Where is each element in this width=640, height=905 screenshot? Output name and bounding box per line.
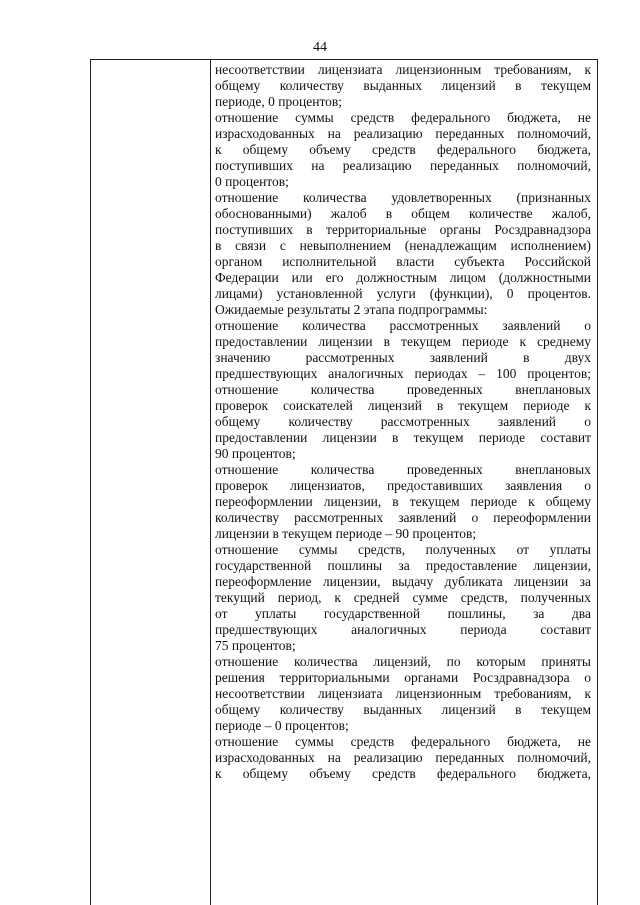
- text-line: отношение количества рассмотренных заявлений о: [215, 318, 591, 333]
- table-right-column-text: [215, 62, 591, 782]
- text-line: отношение количества удовлетворенных (признанных: [215, 190, 591, 205]
- text-line: 90 процентов;: [215, 446, 296, 461]
- text-line: общему количеству выданных лицензий в текущем: [215, 702, 591, 717]
- text-line: предшествующих аналогичных периода составит: [215, 622, 591, 637]
- text-line: израсходованных на реализацию переданных полномочий,: [215, 126, 591, 141]
- page-number: 44: [313, 40, 327, 55]
- text-line: отношение количества проведенных внеплановых: [215, 462, 591, 477]
- text-line: обоснованными) жалоб в общем количестве жалоб,: [215, 206, 591, 221]
- text-line: переоформлении лицензии, в текущем периоде к общему: [215, 494, 591, 509]
- text-line: 0 процентов;: [215, 174, 289, 189]
- text-line: переоформление лицензии, выдачу дубликата лицензии за: [215, 574, 591, 589]
- text-line: лицами) установленной услуги (функции), 0 процентов.: [215, 286, 591, 301]
- text-line: Федерации или его должностным лицом (должностными: [215, 270, 591, 285]
- text-line: текущий период, к средней сумме средств, полученных: [215, 590, 591, 605]
- text-line: поступивших на реализацию переданных полномочий,: [215, 158, 591, 173]
- text-line: в связи с невыполнением (ненадлежащим исполнением): [215, 238, 591, 253]
- text-line: Ожидаемые результаты 2 этапа подпрограммы:: [215, 302, 488, 317]
- text-line: несоответствии лицензиата лицензионным требованиям, к: [215, 62, 591, 77]
- text-line: несоответствии лицензиата лицензионным требованиям, к: [215, 686, 591, 701]
- text-line: решения территориальными органами Росздравнадзора о: [215, 670, 591, 685]
- text-line: значению рассмотренных заявлений в двух: [215, 350, 591, 365]
- text-line: поступивших в территориальные органы Росздравнадзора: [215, 222, 591, 237]
- content-table: [90, 59, 598, 905]
- text-line: проверок лицензиатов, предоставивших заявления о: [215, 478, 591, 493]
- text-line: отношение количества проведенных внеплановых: [215, 382, 591, 397]
- text-line: периоде, 0 процентов;: [215, 94, 343, 109]
- table-left-column: [91, 60, 211, 905]
- text-line: предшествующих аналогичных периодах – 100 процентов;: [215, 366, 591, 381]
- text-line: лицензии в текущем периоде – 90 процентов;: [215, 526, 477, 541]
- text-line: общему количеству рассмотренных заявлений о: [215, 414, 591, 429]
- text-line: предоставлении лицензии в текущем периоде к среднему: [215, 334, 591, 349]
- text-line: проверок соискателей лицензий в текущем периоде к: [215, 398, 591, 413]
- text-line: отношение суммы средств, полученных от уплаты: [215, 542, 591, 557]
- text-line: количеству рассмотренных заявлений о переоформлении: [215, 510, 591, 525]
- text-line: отношение количества лицензий, по которым приняты: [215, 654, 591, 669]
- text-line: периоде – 0 процентов;: [215, 718, 349, 733]
- text-line: к общему объему средств федерального бюджета,: [215, 142, 591, 157]
- text-line: отношение суммы средств федерального бюджета, не: [215, 110, 591, 125]
- text-line: 75 процентов;: [215, 638, 296, 653]
- text-line: к общему объему средств федерального бюджета,: [215, 766, 591, 781]
- text-line: органом исполнительной власти субъекта Российской: [215, 254, 591, 269]
- text-line: израсходованных на реализацию переданных полномочий,: [215, 750, 591, 765]
- text-line: от уплаты государственной пошлины, за два: [215, 606, 591, 621]
- text-line: государственной пошлины за предоставление лицензии,: [215, 558, 591, 573]
- text-line: общему количеству выданных лицензий в текущем: [215, 78, 591, 93]
- text-line: предоставлении лицензии в текущем периоде составит: [215, 430, 591, 445]
- text-line: отношение суммы средств федерального бюджета, не: [215, 734, 591, 749]
